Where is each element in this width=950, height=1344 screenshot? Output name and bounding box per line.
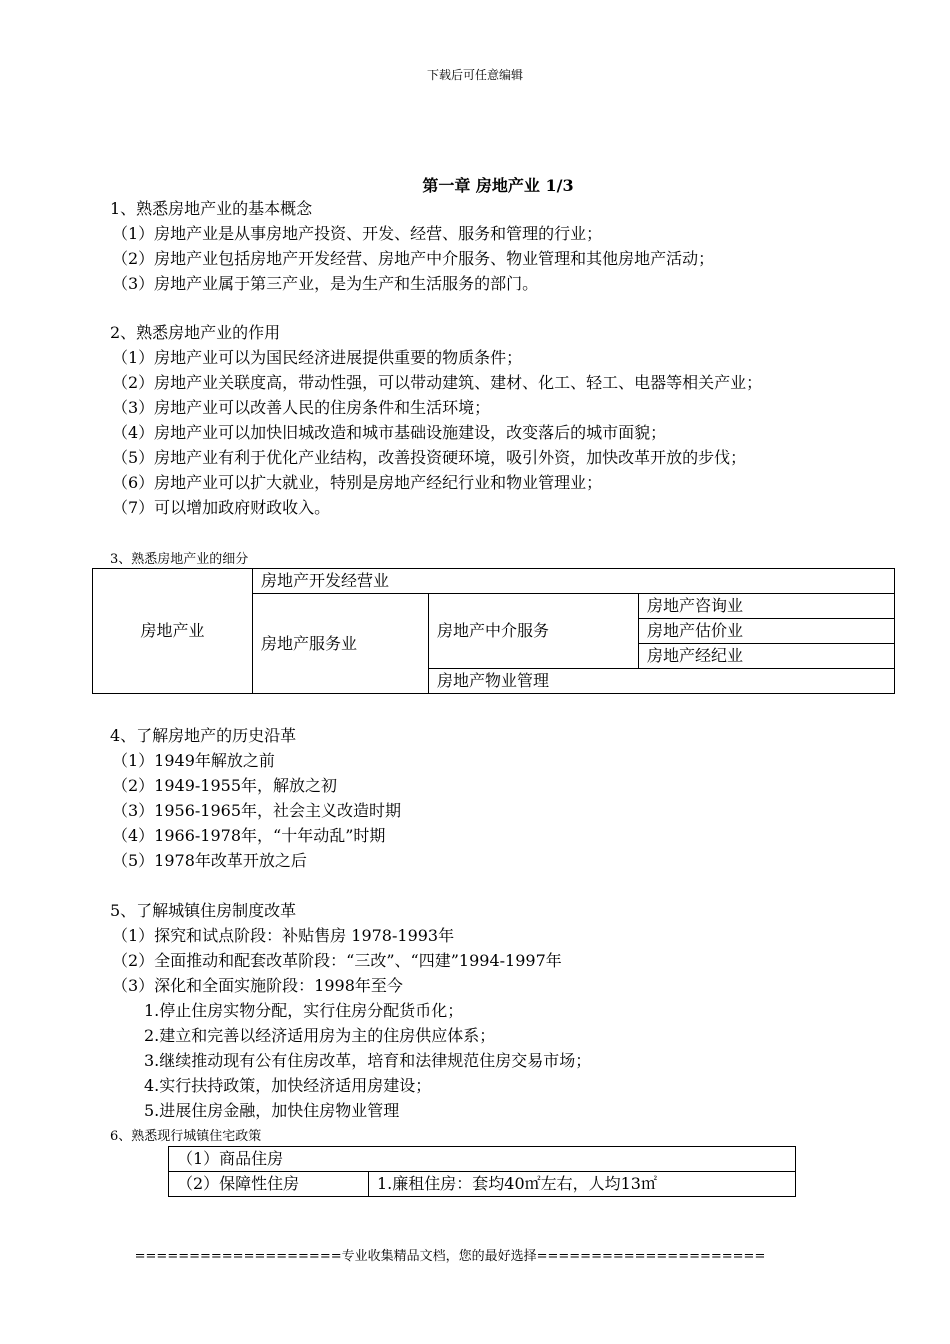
section-2-item: （6）房地产业可以扩大就业，特别是房地产经纪行业和物业管理业；: [112, 473, 603, 492]
section-5-subitem: 4.实行扶持政策，加快经济适用房建设；: [144, 1076, 432, 1095]
section-5-item: （3）深化和全面实施阶段：1998年至今: [112, 976, 403, 995]
table-cell-property: 房地产物业管理: [429, 669, 895, 694]
section-4-heading: 4、了解房地产的历史沿革: [110, 726, 297, 745]
industry-breakdown-table: [92, 568, 895, 694]
section-5-heading: 5、了解城镇住房制度改革: [110, 901, 297, 920]
section-4-item: （2）1949-1955年，解放之初: [112, 776, 338, 795]
section-5-subitem: 5.进展住房金融，加快住房物业管理: [144, 1101, 400, 1120]
section-5-subitem: 2.建立和完善以经济适用房为主的住房供应体系；: [144, 1026, 496, 1045]
table-cell-affordable-housing: （2）保障性住房: [169, 1172, 369, 1197]
section-1-item: （3）房地产业属于第三产业，是为生产和生活服务的部门。: [112, 274, 539, 293]
section-6-heading: 6、熟悉现行城镇住宅政策: [110, 1129, 262, 1144]
section-3-heading: 3、熟悉房地产业的细分: [110, 552, 249, 567]
section-5-item: （2）全面推动和配套改革阶段：“三改”、“四建”1994-1997年: [112, 951, 562, 970]
section-2-heading: 2、熟悉房地产业的作用: [110, 323, 281, 342]
table-cell-dev: 房地产开发经营业: [253, 569, 895, 594]
section-2-item: （1）房地产业可以为国民经济进展提供重要的物质条件；: [112, 348, 523, 367]
section-5-subitem: 1.停止住房实物分配，实行住房分配货币化；: [144, 1001, 464, 1020]
table-cell-consult: 房地产咨询业: [639, 594, 895, 619]
table-cell-low-rent-housing: 1.廉租住房：套均40㎡左右，人均13㎡: [369, 1172, 796, 1197]
section-4-item: （1）1949年解放之前: [112, 751, 275, 770]
header-note: 下载后可任意编辑: [426, 68, 523, 82]
section-1-item: （1）房地产业是从事房地产投资、开发、经营、服务和管理的行业；: [112, 224, 603, 243]
table-cell-brokerage: 房地产经纪业: [639, 644, 895, 669]
section-4-item: （3）1956-1965年，社会主义改造时期: [112, 801, 402, 820]
section-5-item: （1）探究和试点阶段：补贴售房 1978-1993年: [112, 926, 455, 945]
table-cell-commercial-housing: （1）商品住房: [169, 1147, 796, 1172]
housing-policy-table: [168, 1146, 796, 1197]
section-5-subitem: 3.继续推动现有公有住房改革，培育和法律规范住房交易市场；: [144, 1051, 592, 1070]
section-2-item: （5）房地产业有利于优化产业结构，改善投资硬环境，吸引外资，加快改革开放的步伐；: [112, 448, 747, 467]
page-title: 第一章 房地产业 1/3: [422, 176, 574, 195]
section-2-item: （3）房地产业可以改善人民的住房条件和生活环境；: [112, 398, 491, 417]
table-cell-agency: 房地产中介服务: [429, 594, 639, 669]
table-cell-appraisal: 房地产估价业: [639, 619, 895, 644]
section-1-item: （2）房地产业包括房地产开发经营、房地产中介服务、物业管理和其他房地产活动；: [112, 249, 715, 268]
section-1-heading: 1、熟悉房地产业的基本概念: [110, 199, 313, 218]
section-4-item: （5）1978年改革开放之后: [112, 851, 307, 870]
footer-banner: ===================专业收集精品文档，您的最好选择=====================: [134, 1249, 766, 1264]
section-4-item: （4）1966-1978年，“十年动乱”时期: [112, 826, 386, 845]
section-2-item: （2）房地产业关联度高，带动性强，可以带动建筑、建材、化工、轻工、电器等相关产业；: [112, 373, 763, 392]
section-2-item: （4）房地产业可以加快旧城改造和城市基础设施建设，改变落后的城市面貌；: [112, 423, 667, 442]
table-cell-service: 房地产服务业: [253, 594, 429, 694]
section-2-item: （7）可以增加政府财政收入。: [112, 498, 331, 517]
table-cell-root: 房地产业: [93, 569, 253, 694]
